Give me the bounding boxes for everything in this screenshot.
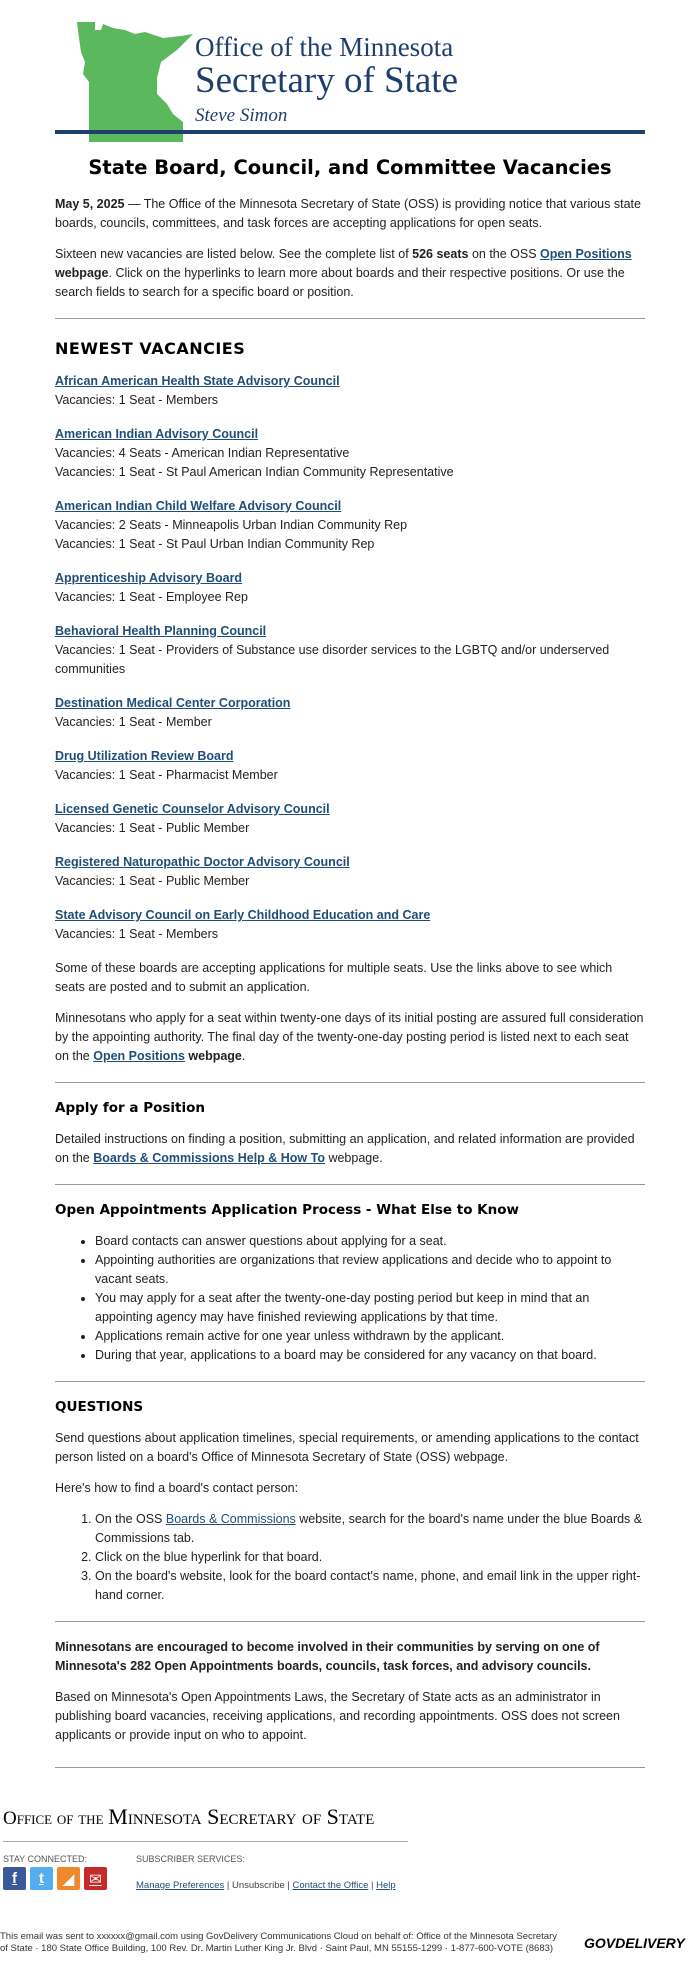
- logo-secretary-name: Steve Simon: [195, 105, 288, 126]
- list-item: • You may apply for a seat after the twenty-one-day posting period but keep in mind that an appointing agency may have finished reviewing applications by that time.: [95, 1289, 645, 1327]
- notice-date: May 5, 2025: [55, 197, 125, 211]
- masthead-divider: [55, 130, 645, 134]
- vacancy-item: [55, 747, 645, 785]
- vacancy-item: [55, 569, 645, 607]
- list-item: • Applications remain active for one year unless withdrawn by the applicant.: [95, 1327, 645, 1346]
- list-item: 2. Click on the blue hyperlink for that board.: [95, 1548, 645, 1567]
- questions-heading: QUESTIONS: [55, 1399, 144, 1415]
- help-how-to-link[interactable]: Boards & Commissions Help & How To: [93, 1151, 325, 1165]
- questions-paragraph: Send questions about application timelines, special requirements, or amending applications to the contact person listed on a board's Office of Minnesota Secretary of State (OSS) webpage.: [55, 1431, 639, 1464]
- twitter-icon[interactable]: t: [30, 1867, 53, 1890]
- footer-title: Office of the Minnesota Secretary of State: [3, 1804, 375, 1829]
- page-title: State Board, Council, and Committee Vacancies: [88, 156, 612, 179]
- process-heading: Open Appointments Application Process - What Else to Know: [55, 1202, 519, 1218]
- vacancy-item: [55, 425, 645, 482]
- vacancy-item: [55, 497, 645, 554]
- list-item: 1. On the OSS Boards & Commissions website, search for the board's name under the blue Boards & Commissions tab.: [95, 1510, 645, 1548]
- open-positions-link[interactable]: Open Positions: [540, 247, 632, 261]
- vacancy-item: [55, 694, 645, 732]
- unsubscribe-link[interactable]: Unsubscribe: [231, 1880, 285, 1891]
- manage-preferences-link[interactable]: Manage Preferences: [136, 1880, 225, 1891]
- vacancy-line: Vacancies: 4 Seats - American Indian Representative: [55, 446, 350, 460]
- encourage-paragraph: Minnesotans are encouraged to become involved in their communities by serving on one of Minnesota's 282 Open Appointments boards, councils, task forces, and advisory councils.: [55, 1640, 600, 1673]
- vacancy-item: [55, 906, 645, 944]
- board-link[interactable]: Drug Utilization Review Board: [55, 749, 234, 763]
- vacancy-list: [55, 372, 645, 944]
- divider: [55, 318, 645, 319]
- vacancy-line: Vacancies: 1 Seat - St Paul American Indian Community Representative: [55, 465, 454, 479]
- contact-intro: Here's how to find a board's contact person:: [55, 1481, 299, 1495]
- process-list: [55, 1232, 645, 1365]
- board-link[interactable]: Apprenticeship Advisory Board: [55, 571, 243, 585]
- board-link[interactable]: Behavioral Health Planning Council: [55, 624, 267, 638]
- vacancy-line: Vacancies: 1 Seat - Member: [55, 715, 212, 729]
- divider: [55, 1621, 645, 1622]
- footer-disclaimer: This email was sent to xxxxxx@gmail.com using GovDelivery Communications Cloud on behalf of: Office of the Minnesota Secretary of State · 180 State Office Building, 100 Rev. Dr. Martin Luther King Jr. Blvd · Saint Paul, MN 55155-1299 · 1-877-600-VOTE (8683): [0, 1931, 558, 1954]
- contact-office-link[interactable]: Contact the Office: [292, 1880, 369, 1891]
- list-item: • Appointing authorities are organizations that review applications and decide who to appoint to vacant seats.: [95, 1251, 645, 1289]
- board-link[interactable]: American Indian Child Welfare Advisory Council: [55, 499, 342, 513]
- list-item: • During that year, applications to a board may be considered for any vacancy on that board.: [95, 1346, 645, 1365]
- list-item: 3. On the board's website, look for the board contact's name, phone, and email link in the upper right-hand corner.: [95, 1567, 645, 1605]
- divider: [55, 1767, 645, 1768]
- open-positions-link-2[interactable]: Open Positions: [93, 1049, 185, 1063]
- subscriber-links: Manage Preferences | Unsubscribe | Contact the Office | Help: [136, 1880, 396, 1891]
- laws-paragraph: Based on Minnesota's Open Appointments Laws, the Secretary of State acts as an administrator in publishing board vacancies, receiving applications, and recording appointments. OSS does not screen applicants or provide input on who to appoint.: [55, 1690, 620, 1742]
- list-item: • Board contacts can answer questions about applying for a seat.: [95, 1232, 645, 1251]
- multiple-seats-note: Some of these boards are accepting applications for multiple seats. Use the links above to see which seats are posted and to submit an application.: [55, 961, 613, 994]
- apply-heading: Apply for a Position: [55, 1100, 206, 1116]
- board-link[interactable]: African American Health State Advisory Council: [55, 374, 340, 388]
- help-link[interactable]: Help: [376, 1880, 396, 1891]
- board-link[interactable]: Registered Naturopathic Doctor Advisory Council: [55, 855, 350, 869]
- subscriber-services-label: SUBSCRIBER SERVICES:: [136, 1854, 245, 1864]
- apply-paragraph: Detailed instructions on finding a position, submitting an application, and related information are provided on the Boards & Commissions Help & How To webpage.: [55, 1132, 635, 1165]
- logo-line-2: Secretary of State: [195, 60, 458, 101]
- posting-period-note: Minnesotans who apply for a seat within twenty-one days of its initial posting are assured full consideration by the appointing authority. The final day of the twenty-one-day posting period is listed next to each seat on the Open Positions webpage.: [55, 1011, 644, 1063]
- stay-connected-label: STAY CONNECTED:: [3, 1854, 88, 1864]
- divider: [55, 1184, 645, 1185]
- logo-line-1: Office of the Minnesota: [195, 32, 454, 62]
- rss-icon[interactable]: ◢: [57, 1867, 80, 1890]
- vacancy-item: [55, 622, 645, 679]
- vacancy-line: Vacancies: 2 Seats - Minneapolis Urban Indian Community Rep: [55, 518, 408, 532]
- vacancy-item: [55, 853, 645, 891]
- vacancy-line: Vacancies: 1 Seat - Providers of Substance use disorder services to the LGBTQ and/or underserved communities: [55, 643, 610, 676]
- vacancy-line: Vacancies: 1 Seat - Public Member: [55, 874, 250, 888]
- vacancy-line: Vacancies: 1 Seat - St Paul Urban Indian Community Rep: [55, 537, 375, 551]
- minnesota-map-icon: [73, 22, 195, 142]
- vacancy-item: [55, 372, 645, 410]
- vacancy-item: [55, 800, 645, 838]
- boards-commissions-link[interactable]: Boards & Commissions: [165, 1512, 296, 1526]
- social-icons: [3, 1867, 107, 1890]
- intro-paragraph-2: Sixteen new vacancies are listed below. See the complete list of 526 seats on the OSS Open Positions webpage. Click on the hyperlinks to learn more about boards and their respective positions. Or use the search fields to search for a specific board or position.: [55, 247, 632, 299]
- vacancy-line: Vacancies: 1 Seat - Pharmacist Member: [55, 768, 278, 782]
- logo-text: [195, 32, 458, 130]
- email-icon[interactable]: ✉: [84, 1867, 107, 1890]
- vacancy-line: Vacancies: 1 Seat - Employee Rep: [55, 590, 248, 604]
- board-link[interactable]: Licensed Genetic Counselor Advisory Council: [55, 802, 330, 816]
- masthead: [55, 22, 645, 137]
- board-link[interactable]: American Indian Advisory Council: [55, 427, 259, 441]
- facebook-icon[interactable]: f: [3, 1867, 26, 1890]
- vacancy-line: Vacancies: 1 Seat - Public Member: [55, 821, 250, 835]
- contact-steps: [55, 1510, 645, 1605]
- board-link[interactable]: Destination Medical Center Corporation: [55, 696, 291, 710]
- footer-divider: [3, 1841, 408, 1842]
- divider: [55, 1082, 645, 1083]
- intro-paragraph: May 5, 2025 — The Office of the Minnesota Secretary of State (OSS) is providing notice that various state boards, councils, committees, and task forces are accepting applications for open seats.: [55, 197, 641, 230]
- vacancy-line: Vacancies: 1 Seat - Members: [55, 927, 219, 941]
- newest-vacancies-heading: NEWEST VACANCIES: [55, 339, 246, 358]
- board-link[interactable]: State Advisory Council on Early Childhood Education and Care: [55, 908, 431, 922]
- vacancy-line: Vacancies: 1 Seat - Members: [55, 393, 219, 407]
- seat-count: 526 seats: [412, 247, 469, 261]
- main-content: [55, 150, 645, 1784]
- divider: [55, 1381, 645, 1382]
- govdelivery-logo[interactable]: GOVDELIVERY: [584, 1935, 685, 1951]
